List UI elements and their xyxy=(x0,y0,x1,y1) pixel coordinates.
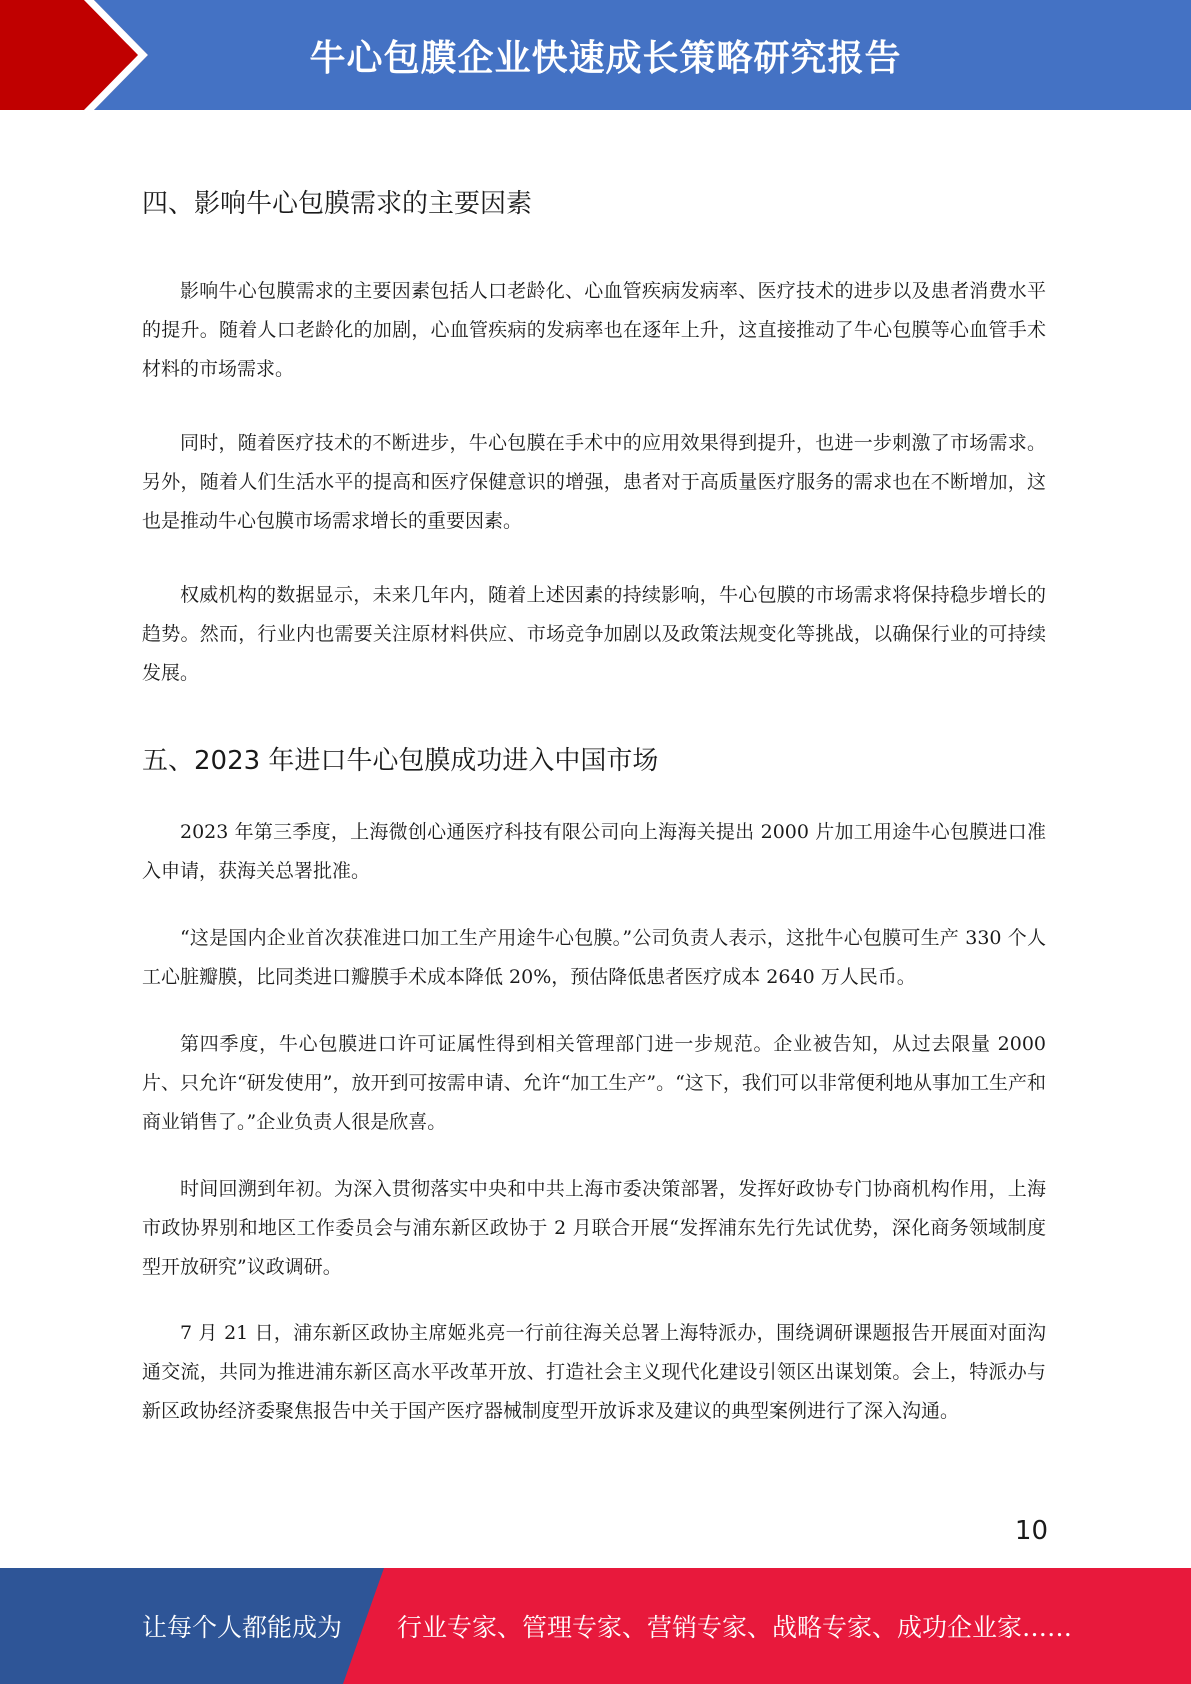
section-heading-5: 五、2023 年进口牛心包膜成功进入中国市场 xyxy=(142,746,659,776)
section-heading-4: 四、影响牛心包膜需求的主要因素 xyxy=(142,189,533,219)
footer-slogan-right: 行业专家、管理专家、营销专家、战略专家、成功企业家…… xyxy=(397,1613,1073,1642)
header-banner xyxy=(0,0,1191,110)
page-number: 10 xyxy=(1014,1516,1048,1546)
header-title: 牛心包膜企业快速成长策略研究报告 xyxy=(309,37,902,79)
footer-banner xyxy=(0,1568,1191,1684)
paragraph: 7 月 21 日，浦东新区政协主席姬兆亮一行前往海关总署上海特派办，围绕调研课题报告开展面对面沟通交流，共同为推进浦东新区高水平改革开放、打造社会主义现代化建设引领区出谋划策。会上，特派办与新区政协经济委聚焦报告中关于国产医疗器械制度型开放诉求及建议的典型案例进行了深入沟通。 xyxy=(142,1322,1046,1422)
paragraph: 2023 年第三季度，上海微创心通医疗科技有限公司向上海海关提出 2000 片加工用途牛心包膜进口准入申请，获海关总署批准。 xyxy=(142,821,1046,882)
paragraph: 权威机构的数据显示，未来几年内，随着上述因素的持续影响，牛心包膜的市场需求将保持稳步增长的趋势。然而，行业内也需要关注原材料供应、市场竞争加剧以及政策法规变化等挑战，以确保行业的可持续发展。 xyxy=(142,584,1046,684)
paragraph: 第四季度，牛心包膜进口许可证属性得到相关管理部门进一步规范。企业被告知，从过去限量 2000 片、只允许“研发使用”，放开到可按需申请、允许“加工生产”。“这下，我们可以非常便利地从事加工生产和商业销售了。”企业负责人很是欣喜。 xyxy=(142,1033,1046,1133)
paragraph: 影响牛心包膜需求的主要因素包括人口老龄化、心血管疾病发病率、医疗技术的进步以及患者消费水平的提升。随着人口老龄化的加剧，心血管疾病的发病率也在逐年上升，这直接推动了牛心包膜等心血管手术材料的市场需求。 xyxy=(142,280,1046,380)
paragraph: 时间回溯到年初。为深入贯彻落实中央和中共上海市委决策部署，发挥好政协专门协商机构作用，上海市政协界别和地区工作委员会与浦东新区政协于 2 月联合开展“发挥浦东先行先试优势，深化商务领域制度型开放研究”议政调研。 xyxy=(142,1178,1046,1278)
paragraph: “这是国内企业首次获准进口加工生产用途牛心包膜。”公司负责人表示，这批牛心包膜可生产 330 个人工心脏瓣膜，比同类进口瓣膜手术成本降低 20%，预估降低患者医疗成本 2640 万人民币。 xyxy=(142,927,1046,988)
paragraph: 同时，随着医疗技术的不断进步，牛心包膜在手术中的应用效果得到提升，也进一步刺激了市场需求。另外，随着人们生活水平的提高和医疗保健意识的增强，患者对于高质量医疗服务的需求也在不断增加，这也是推动牛心包膜市场需求增长的重要因素。 xyxy=(142,432,1046,532)
footer-slogan-left: 让每个人都能成为 xyxy=(142,1613,343,1642)
